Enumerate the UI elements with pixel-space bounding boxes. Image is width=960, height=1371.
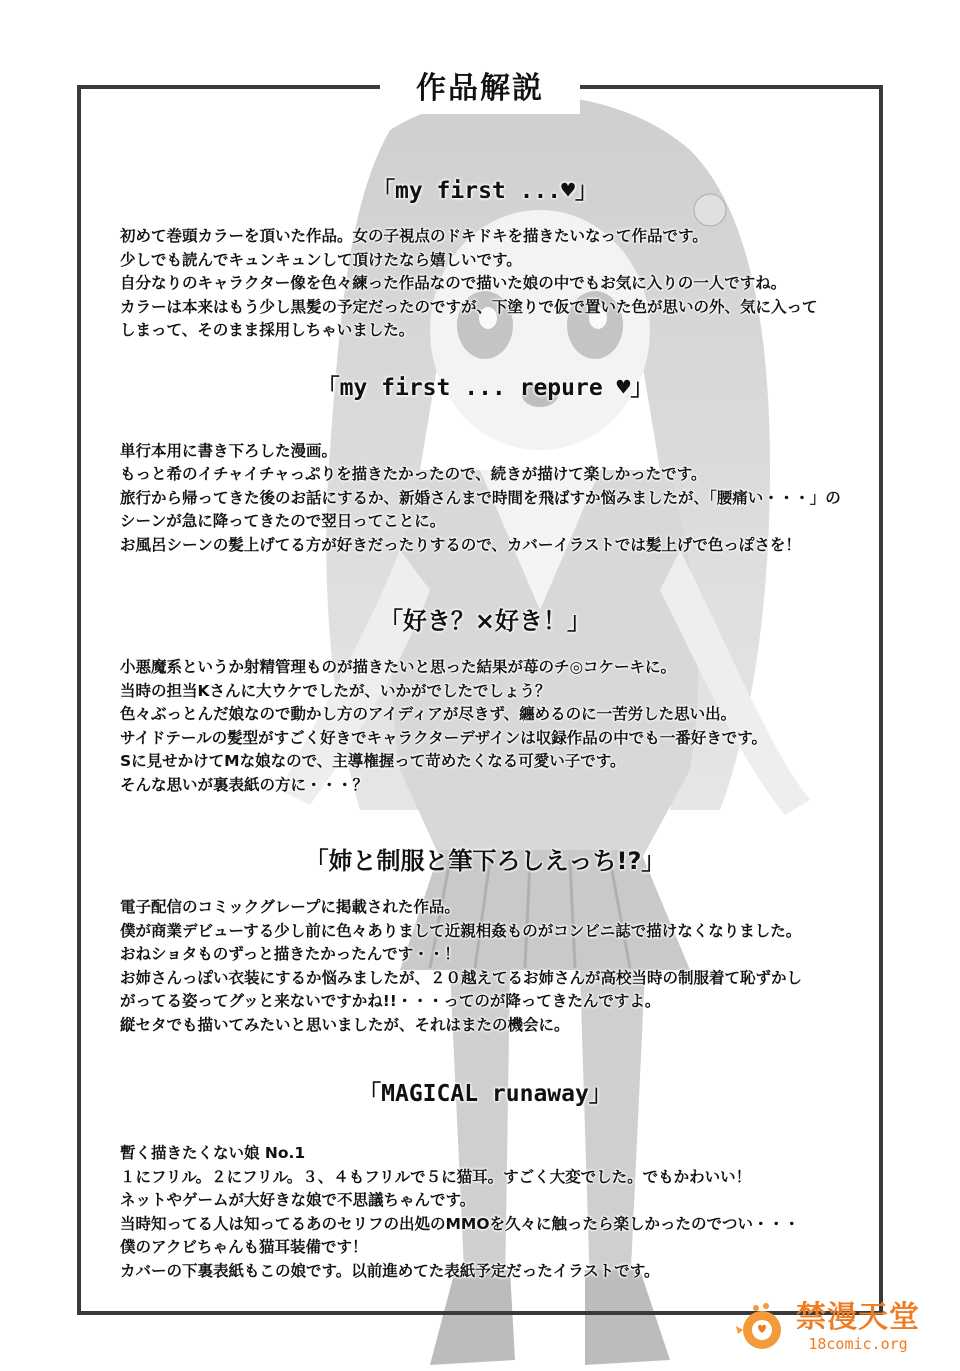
text-line: しまって、そのまま採用しちゃいました。 <box>120 321 415 339</box>
text-line: シーンが急に降ってきたので翌日ってことに。 <box>120 512 446 530</box>
text-line: 自分なりのキャラクター像を色々練った作品なので描いた娘の中でもお気に入りの一人ですね。 <box>120 274 787 292</box>
page-title: 作品解説 <box>416 71 544 106</box>
watermark-text <box>796 1301 920 1353</box>
text-line: 僕のアクビちゃんも猫耳装備です！ <box>120 1238 368 1256</box>
commentary-body <box>120 160 850 1283</box>
text-line: 縦セタでも描いてみたいと思いましたが、それはまたの機会に。 <box>120 1015 570 1034</box>
text-line: 旅行から帰ってきた後のお話にするか、新婚さんまで時間を飛ばすか悩みましたが、「腰痛い・・・」の <box>120 488 841 507</box>
section-heading: 「好き？×好き！」 <box>378 607 592 635</box>
text-line: 少しでも読んでキュンキュンして頂けたなら嬉しいです。 <box>120 250 522 269</box>
text-line: 色々ぶっとんだ娘なので動かし方のアイディアが尽きず、纏めるのに一苦労した思い出。 <box>120 705 737 723</box>
text-line: カバーの下裏表紙もこの娘です。以前進めてた表紙予定だったイラストです。 <box>120 1261 660 1280</box>
text-line: お姉さんっぽい衣装にするか悩みましたが、２０越えてるお姉さんが高校当時の制服着て恥ずかし <box>120 968 803 987</box>
watermark-url: 18comic.org <box>808 1335 908 1353</box>
watermark-main: 禁漫天堂 <box>796 1300 920 1335</box>
text-line: 当時知ってる人は知ってるあのセリフの出処のMMOを久々に触ったら楽しかったのでつい・・・ <box>120 1214 800 1233</box>
section-heading: 「姉と制服と筆下ろしえっち!?」 <box>304 847 666 875</box>
text-line: 小悪魔系というか射精管理ものが描きたいと思った結果が苺のチ◎コケーキに。 <box>120 658 677 676</box>
text-line: 初めて巻頭カラーを頂いた作品。女の子視点のドキドキを描きたいなって作品です。 <box>120 227 708 245</box>
text-line: お風呂シーンの髪上げてる方が好きだったりするので、カバーイラストでは髪上げで色っぽさを！ <box>120 535 801 554</box>
text-line: サイドテールの髪型がすごく好きでキャラクターデザインは収録作品の中でも一番好きです。 <box>120 728 767 747</box>
section-ane-to-seifuku <box>120 841 850 1037</box>
text-line: 僕が商業デビューする少し前に色々ありまして近親相姦ものがコンビニ誌で描けなくなりました。 <box>120 921 802 940</box>
section-magical-runaway <box>120 1075 850 1283</box>
section-my-first <box>120 172 850 343</box>
section-suki-suki <box>120 601 850 797</box>
section-heading: 「my first ...♥」 <box>371 178 598 204</box>
section-heading: 「my first ... repure ♥」 <box>316 374 654 401</box>
bird-logo-icon <box>734 1302 790 1352</box>
text-line: 当時の担当Kさんに大ウケでしたが、いかがでしたでしょう？ <box>120 681 551 700</box>
text-line: 単行本用に書き下ろした漫画。 <box>120 441 338 460</box>
section-heading: 「MAGICAL runaway」 <box>358 1081 612 1107</box>
text-line: ネットやゲームが大好きな娘で不思議ちゃんです。 <box>120 1191 476 1209</box>
watermark[interactable] <box>734 1301 920 1353</box>
text-line: がってる姿ってグッと来ないですかね!!・・・ってのが降ってきたんですよ。 <box>120 992 661 1010</box>
text-line: Sに見せかけてMな娘なので、主導権握って苛めたくなる可愛い子です。 <box>120 752 626 770</box>
text-line: １にフリル。２にフリル。３、４もフリルで５に猫耳。すごく大変でした。でもかわいい！ <box>120 1167 752 1186</box>
text-line: おねショタものずっと描きたかったんです・・！ <box>120 945 460 963</box>
text-line: 電子配信のコミックグレープに掲載された作品。 <box>120 898 460 916</box>
text-line: 暫く描きたくない娘 No.1 <box>120 1144 306 1162</box>
section-my-first-repure <box>120 369 850 558</box>
title-box <box>380 56 580 114</box>
text-line: カラーは本来はもう少し黒髪の予定だったのですが、下塗りで仮で置いた色が思いの外、気に入って <box>120 297 818 316</box>
text-line: もっと希のイチャイチャっぷりを描きたかったので、続きが描けて楽しかったです。 <box>120 465 707 483</box>
text-line: そんな思いが裏表紙の方に・・・？ <box>120 775 369 794</box>
